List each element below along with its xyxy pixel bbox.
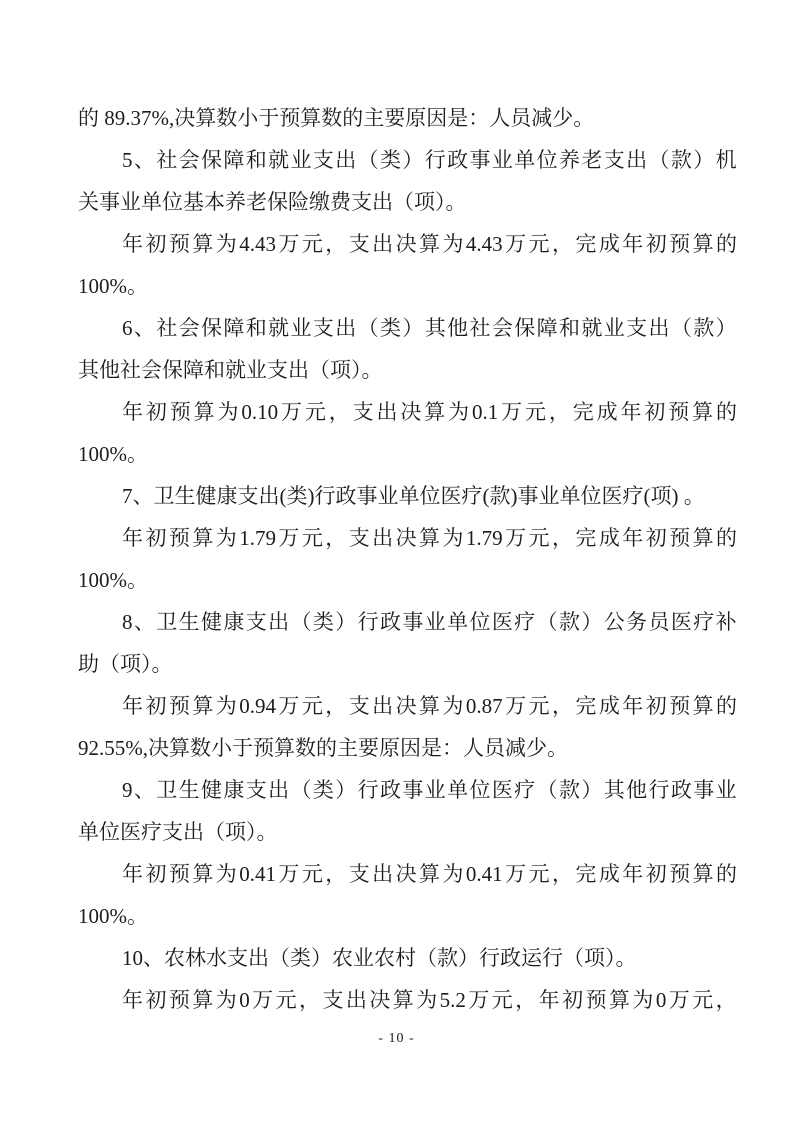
text-line: 92.55%,决算数小于预算数的主要原因是：人员减少。 <box>78 736 568 760</box>
text-line: 100%。 <box>78 274 148 298</box>
text-line: 8 、 卫 生 健 康 支 出 （ 类 ） 行 政 事 业 单 位 医 疗 （ 款 ） 公 务 员 医 疗 补 <box>122 610 737 634</box>
text-line: 100%。 <box>78 442 148 466</box>
text-line: 年 初 预 算 为 0.94 万 元 ， 支 出 决 算 为 0.87 万 元 ， 完 成 年 初 预 算 的 <box>122 694 737 718</box>
text-line: 助（项）。 <box>78 652 173 676</box>
text-line: 年 初 预 算 为 0 万 元 ， 支 出 决 算 为 5.2 万 元 ， 年 初 预 算 为 0 万 元 ， <box>122 988 737 1012</box>
text-line: 的 89.37%,决算数小于预算数的主要原因是：人员减少。 <box>78 106 595 130</box>
text-line: 100%。 <box>78 904 148 928</box>
text-line: 年 初 预 算 为 0.41 万 元 ， 支 出 决 算 为 0.41 万 元 ， 完 成 年 初 预 算 的 <box>122 862 737 886</box>
page-footer <box>0 1031 793 1047</box>
text-line: 单位医疗支出（项）。 <box>78 820 278 844</box>
text-line: 年 初 预 算 为 0.10 万 元 ， 支 出 决 算 为 0.1 万 元 ， 完 成 年 初 预 算 的 <box>122 400 737 424</box>
text-line: 100%。 <box>78 568 148 592</box>
text-line: 9 、 卫 生 健 康 支 出 （ 类 ） 行 政 事 业 单 位 医 疗 （ 款 ） 其 他 行 政 事 业 <box>122 778 737 802</box>
text-line: 7、卫生健康支出(类)行政事业单位医疗(款)事业单位医疗(项) 。 <box>122 484 705 508</box>
text-line: 年 初 预 算 为 4.43 万 元 ， 支 出 决 算 为 4.43 万 元 ， 完 成 年 初 预 算 的 <box>122 232 737 256</box>
text-line: 关事业单位基本养老保险缴费支出（项）。 <box>78 190 467 214</box>
page-number: - 10 - <box>378 1031 415 1046</box>
text-line: 6 、 社 会 保 障 和 就 业 支 出 （ 类 ） 其 他 社 会 保 障 和 就 业 支 出 （ 款 ） <box>122 316 737 340</box>
text-line: 其他社会保障和就业支出（项）。 <box>78 358 383 382</box>
text-line: 5 、 社 会 保 障 和 就 业 支 出 （ 类 ） 行 政 事 业 单 位 养 老 支 出 （ 款 ） 机 <box>122 148 737 172</box>
text-line: 10、农林水支出（类）农业农村（款）行政运行（项）。 <box>122 946 637 970</box>
text-line: 年 初 预 算 为 1.79 万 元 ， 支 出 决 算 为 1.79 万 元 ， 完 成 年 初 预 算 的 <box>122 526 737 550</box>
document-body <box>78 97 737 1021</box>
